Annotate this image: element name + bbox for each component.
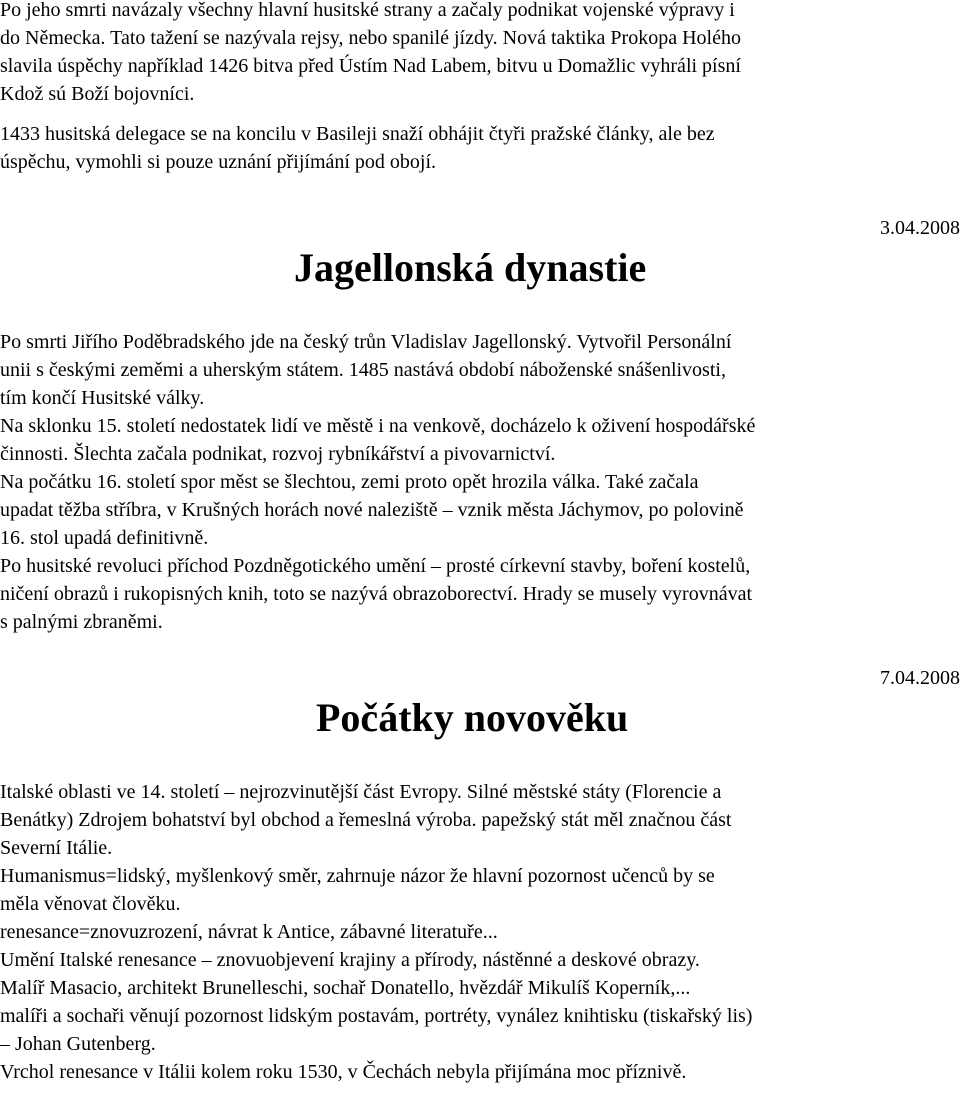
text-line: s palnými zbraněmi.: [0, 611, 163, 633]
text-line: Umění Italské renesance – znovuobjevení krajiny a přírody, nástěnné a deskové obrazy.: [0, 949, 700, 971]
paragraph-printing: [0, 1002, 752, 1058]
section-date: 7.04.2008: [880, 667, 960, 689]
text-line: 1433 husitská delegace se na koncilu v Basileji snaží obhájit čtyři pražské články, ale bez: [0, 123, 715, 145]
paragraph-italy: [0, 778, 731, 862]
text-line: Po husitské revoluci příchod Pozdněgotického umění – prosté církevní stavby, boření kostelů,: [0, 555, 751, 577]
text-line: Humanismus=lidský, myšlenkový směr, zahrnuje názor že hlavní pozornost učenců by se: [0, 865, 715, 887]
paragraph-renaissance-peak: [0, 1058, 686, 1086]
paragraph-renaissance-art: [0, 946, 700, 974]
text-line: měla věnovat člověku.: [0, 893, 181, 915]
text-line: Vrchol renesance v Itálii kolem roku 1530, v Čechách nebyla přijímána moc příznivě.: [0, 1061, 687, 1083]
text-line: upadat těžba stříbra, v Krušných horách nové naleziště – vznik města Jáchymov, po polovině: [0, 499, 744, 521]
text-line: Po smrti Jiřího Poděbradského jde na český trůn Vladislav Jagellonský. Vytvořil Personální: [0, 331, 732, 353]
text-line: unii s českými zeměmi a uherským státem. 1485 nastává období náboženské snášenlivosti,: [0, 359, 726, 381]
text-line: Malíř Masacio, architekt Brunelleschi, sochař Donatello, hvězdář Mikulíš Koperník,...: [0, 977, 691, 999]
text-line: úspěchu, vymohli si pouze uznání přijímání pod obojí.: [0, 151, 437, 173]
text-line: Na počátku 16. století spor měst se šlechtou, zemi proto opět hrozila válka. Také začala: [0, 471, 699, 493]
section-title: Počátky novověku: [316, 695, 629, 740]
paragraph-basel-council: [0, 120, 715, 176]
text-line: Po jeho smrti navázaly všechny hlavní husitské strany a začaly podnikat vojenské výpravy i: [0, 0, 735, 21]
paragraph-hussite-campaigns: [0, 0, 741, 108]
text-line: – Johan Gutenberg.: [0, 1033, 156, 1055]
section-date: 3.04.2008: [880, 217, 960, 239]
text-line: Kdož sú Boží bojovníci.: [0, 83, 195, 105]
text-line: 16. stol upadá definitivně.: [0, 527, 209, 549]
text-line: do Německa. Tato tažení se nazývala rejsy, nebo spanilé jízdy. Nová taktika Prokopa Holého: [0, 27, 741, 49]
text-line: malíři a sochaři věnují pozornost lidským postavám, portréty, vynález knihtisku (tiskařský lis): [0, 1005, 753, 1027]
text-line: Italské oblasti ve 14. století – nejrozvinutější část Evropy. Silné městské státy (Florencie a: [0, 781, 722, 803]
text-line: renesance=znovuzrození, návrat k Antice, zábavné literatuře...: [0, 921, 498, 943]
paragraph-15th-century: [0, 412, 755, 468]
text-line: Benátky) Zdrojem bohatství byl obchod a řemeslná výroba. papežský stát měl značnou část: [0, 809, 732, 831]
text-line: ničení obrazů i rukopisných knih, toto se nazývá obrazoborectví. Hrady se musely vyrovnávat: [0, 583, 753, 605]
paragraph-artists: [0, 974, 690, 1002]
text-line: činnosti. Šlechta začala podnikat, rozvoj rybníkářství a pivovarnictví.: [0, 443, 556, 465]
paragraph-humanism: [0, 862, 715, 918]
section-title: Jagellonská dynastie: [294, 245, 647, 290]
paragraph-16th-century: [0, 468, 743, 552]
text-line: slavila úspěchy například 1426 bitva před Ústím Nad Labem, bitvu u Domažlic vyhráli písní: [0, 55, 741, 77]
text-line: Severní Itálie.: [0, 837, 113, 859]
paragraph-renaissance-definition: [0, 918, 498, 946]
text-line: tím končí Husitské války.: [0, 387, 205, 409]
paragraph-late-gothic-art: [0, 552, 752, 636]
paragraph-vladislav: [0, 328, 731, 412]
text-line: Na sklonku 15. století nedostatek lidí ve městě i na venkově, docházelo k oživení hospodářské: [0, 415, 756, 437]
